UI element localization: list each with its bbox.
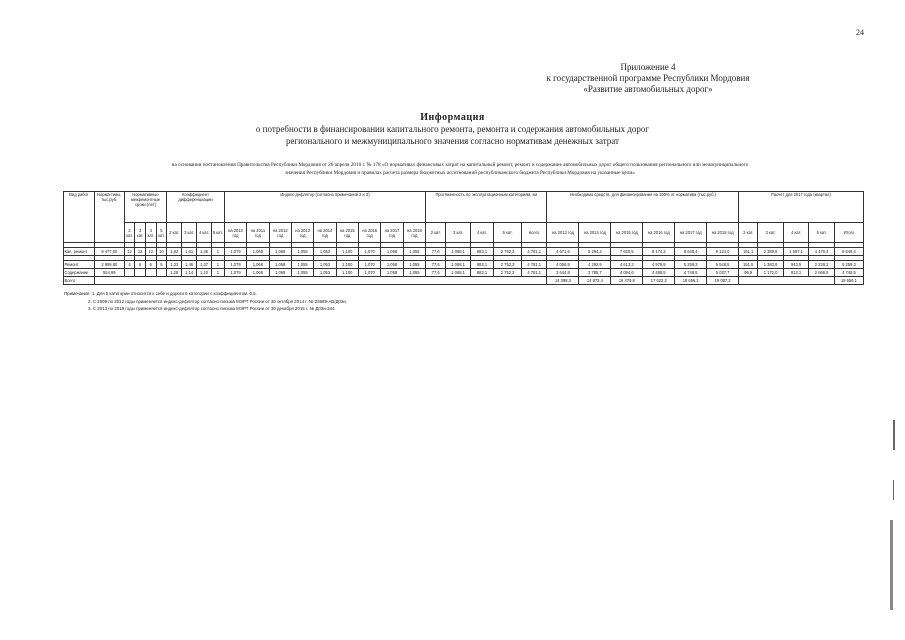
data-row (64, 248, 864, 256)
table-cell: 1 068,1 (446, 269, 470, 277)
table-cell: 1,068 (269, 269, 291, 277)
table-cell: 12 (124, 248, 135, 256)
table-cell: 77,6 (426, 248, 446, 256)
header-need: Необходимо средств, для финансирования на 100% от норматива (тыс.руб.) (547, 192, 739, 223)
data-row (64, 269, 864, 277)
subheader-cell: 5 кат. (156, 223, 167, 243)
table-cell: 1,37 (197, 261, 212, 269)
table-cell: 1 383,8 (758, 261, 784, 269)
page-number: 24 (856, 28, 864, 37)
subheader-cell: 2 кат. (167, 223, 182, 243)
table-cell: 883,1 (470, 261, 493, 269)
subheader-cell: на 2010 год (224, 223, 246, 243)
subheader-cell: 4 кат. (197, 223, 212, 243)
empty-cell (94, 277, 547, 285)
table-cell: 1,14 (182, 269, 197, 277)
table-cell: 1,61 (182, 248, 197, 256)
table-cell: 3 785,7 (579, 269, 611, 277)
table-cell: 151,1 (739, 248, 758, 256)
table-cell: 1,068 (269, 261, 291, 269)
table-cell: 2 752,3 (494, 248, 522, 256)
total-need-cell: 16 479,8 (611, 277, 643, 285)
table-cell (124, 269, 135, 277)
table-cell: 4 613,3 (611, 261, 643, 269)
table-cell: 1 (212, 248, 225, 256)
table-cell: 10 (156, 248, 167, 256)
table-cell: 4 781,1 (521, 248, 547, 256)
table-cell: 1,055 (403, 261, 425, 269)
header-work-type: Вид работ (64, 192, 95, 243)
table-cell: 6 (145, 261, 156, 269)
table-cell: 4 979,9 (643, 261, 675, 269)
header-norms: Норма-тивы, тыс.руб. (94, 192, 124, 243)
subheader-cell: 5 кат. (494, 223, 522, 243)
table-cell: 77,6 (426, 261, 446, 269)
note-2: 2. С 2009 по 2012 годы применяется индекс-дефлятор согласно письма МЭРТ России от 30 октября 2014 г. № 23689-АВ/Д03и. (88, 298, 347, 304)
table-cell: 4 058,9 (547, 261, 579, 269)
header-calc: Расчет для 2017 года (квартал) (739, 192, 864, 223)
table-cell: 5 259,3 (675, 261, 707, 269)
scan-edge-mark (893, 420, 895, 450)
financing-table (63, 191, 864, 285)
subheader-cell: на 2013 год (547, 223, 579, 243)
appendix-line-3: «Развитие автомобильных дорог» (583, 84, 713, 94)
appendix-line-1: Приложение 4 (620, 62, 676, 72)
table-cell: 2 752,3 (494, 269, 522, 277)
table-cell: 1,079 (224, 269, 246, 277)
subheader-cell: 3 кат. (182, 223, 197, 243)
table-cell: 1 068,1 (446, 261, 470, 269)
table-cell: 3 644,8 (547, 269, 579, 277)
document-title (0, 112, 905, 147)
table-cell: 96,9 (739, 269, 758, 277)
header-coefficient: Коэффициент дифференциации (167, 192, 225, 223)
table-cell: 1,055 (403, 269, 425, 277)
table-cell: 1 587,1 (783, 248, 809, 256)
subheader-cell: на 2012 год (269, 223, 291, 243)
table-cell: 1,055 (403, 248, 425, 256)
table-cell: 2 666,5 (809, 269, 835, 277)
subheader-cell: на 2016 год (358, 223, 380, 243)
row-label: Содержание (64, 269, 95, 277)
table-cell: 5 294,3 (579, 248, 611, 256)
table-cell: 1,068 (247, 269, 269, 277)
table-cell (135, 269, 146, 277)
table-cell: 1,068 (269, 248, 291, 256)
table-cell: 2 229,2 (809, 261, 835, 269)
table-cell: 4 470,4 (809, 248, 835, 256)
subheader-cell: 3 кат. (135, 223, 146, 243)
basis-line-1: на основании постановления Правительства Республики Мордовия от 26 апреля 2010 г. № 178 «О нормативах финансовых затрат на капитальный ремонт, ремонт и содержание автомобильных дорог общего пользования регионального или межмуниципального (171, 162, 749, 168)
subheader-cell: 5 кат. (809, 223, 835, 243)
table-cell: 4 781,1 (521, 269, 547, 277)
subheader-row (64, 223, 864, 243)
table-cell: 1,053 (314, 261, 336, 269)
table-cell: 12 (135, 248, 146, 256)
subheader-cell: 3 кат. (446, 223, 470, 243)
total-need-cell: 14 873,4 (579, 277, 611, 285)
subheader-cell: 5 кат. (212, 223, 225, 243)
subheader-cell: Итого (834, 223, 863, 243)
table-cell: 77,6 (426, 269, 446, 277)
table-cell: 1,058 (381, 248, 403, 256)
table-cell: 1,28 (167, 269, 182, 277)
header-row (64, 192, 864, 223)
subheader-cell: 2 кат. (426, 223, 446, 243)
table-cell: 8 648,4 (834, 248, 863, 256)
table-cell: 4 781,1 (521, 261, 547, 269)
subheader-cell: на 2013 год (291, 223, 313, 243)
table-cell: 1,058 (381, 261, 403, 269)
table-cell: 1 172,0 (758, 269, 784, 277)
table-cell: 883,1 (470, 269, 493, 277)
subheader-cell: на 2015 год (611, 223, 643, 243)
row-label: Ремонт (64, 261, 95, 269)
scan-edge-mark (890, 520, 893, 610)
table-cell: 1,053 (314, 248, 336, 256)
table-cell (156, 269, 167, 277)
table-cell: 9 124,0 (707, 248, 739, 256)
scan-edge-mark (893, 480, 894, 500)
total-need-cell: 14 398,3 (547, 277, 579, 285)
table-cell: 4 488,5 (643, 269, 675, 277)
data-row (64, 261, 864, 269)
table-cell: 1,079 (224, 261, 246, 269)
table-cell: 1,46 (197, 248, 212, 256)
table-cell: 1,068 (247, 261, 269, 269)
table-cell: 2 999,80 (94, 261, 124, 269)
title-line-1: о потребности в финансировании капитального ремонта, ремонта и содержания автомобильных дорог (255, 124, 650, 134)
table-cell: 1,053 (314, 269, 336, 277)
table-cell: 1,100 (336, 269, 358, 277)
table-cell: 554,99 (94, 269, 124, 277)
subheader-cell: 4 кат. (470, 223, 493, 243)
table-notes (64, 290, 347, 313)
table-cell: 1,058 (381, 269, 403, 277)
appendix-line-2: к государственной программе Республики Мордовия (546, 73, 750, 83)
total-need-cell: 18 656,1 (675, 277, 707, 285)
total-row (64, 277, 864, 285)
table-cell: 8 648,4 (675, 248, 707, 256)
subheader-cell: на 2018 год (403, 223, 425, 243)
header-intervals: Нормативные межремонтные сроки (лет) (124, 192, 167, 223)
table-cell: 12 (145, 248, 156, 256)
subheader-cell: 3 кат. (758, 223, 784, 243)
table-cell: 1 068,1 (446, 248, 470, 256)
subheader-cell: на 2015 год (336, 223, 358, 243)
table-cell: 1,055 (291, 248, 313, 256)
legal-basis (70, 161, 850, 177)
table-cell: 1,33 (167, 261, 182, 269)
total-need-cell: 17 622,2 (643, 277, 675, 285)
table-cell: 1,82 (167, 248, 182, 256)
header-deflator: Индекс-дефлятор (согласно примечаний 2 и 3) (224, 192, 425, 223)
table-cell: 7 620,5 (611, 248, 643, 256)
table-body (64, 192, 864, 285)
subheader-cell: на 2016 год (643, 223, 675, 243)
table-cell: 4 748,5 (834, 269, 863, 277)
table-cell: 1,079 (224, 248, 246, 256)
header-length: Протяженность по эксплуатационным категориям, км (426, 192, 547, 223)
table-cell: 1,100 (336, 261, 358, 269)
table-cell: 943,5 (783, 261, 809, 269)
table-cell: 1,070 (358, 269, 380, 277)
subheader-cell: 2 кат. (739, 223, 758, 243)
table-cell: 5 (156, 261, 167, 269)
table-cell: 1,055 (291, 269, 313, 277)
row-label: Кап. ремонт (64, 248, 95, 256)
table-cell (145, 269, 156, 277)
table-cell: 813,1 (783, 269, 809, 277)
table-cell: 1 (212, 261, 225, 269)
note-3: 3. С 2013 по 2018 годы применяется индекс-дефлятор согласно письма МЭРТ России от 30 декабря 2015 г. № Д03и-344. (88, 306, 336, 311)
table-cell: 1,055 (291, 261, 313, 269)
subheader-cell: на 2014 год (314, 223, 336, 243)
total-calc-cell: 18 656,1 (834, 277, 863, 285)
table-cell: 1,070 (358, 248, 380, 256)
table-cell: 8 174,3 (643, 248, 675, 256)
basis-line-2: значения Республики Мордовия и правилах расчета размера бюджетных ассигнований республиканского бюджета Республики Мордовия на указанные цели» (285, 170, 635, 176)
table-cell: 5 548,5 (707, 261, 739, 269)
title-line-2: регионального и межмуниципального значения согласно нормативам денежных затрат (286, 136, 619, 146)
table-cell: 9 477,00 (94, 248, 124, 256)
table-cell: 1,46 (182, 261, 197, 269)
subheader-cell: на 2011 год (247, 223, 269, 243)
title-heading: Информация (420, 112, 485, 123)
table-cell: 883,1 (470, 248, 493, 256)
subheader-cell: всего (521, 223, 547, 243)
table-cell: 5 259,3 (834, 261, 863, 269)
table-cell: 4 094,6 (611, 269, 643, 277)
table-cell: 5 037,7 (707, 269, 739, 277)
table-cell: 1,100 (336, 248, 358, 256)
subheader-cell: на 2018 год (707, 223, 739, 243)
total-label: Всего (64, 277, 95, 285)
appendix-header (468, 62, 828, 95)
total-need-cell: 19 087,2 (707, 277, 739, 285)
table-cell: 2 752,3 (494, 261, 522, 269)
table-cell: 2 389,8 (758, 248, 784, 256)
subheader-cell: на 2017 год (381, 223, 403, 243)
table-cell: 1,10 (197, 269, 212, 277)
subheader-cell: 2 кат. (124, 223, 135, 243)
subheader-cell: 4 кат. (783, 223, 809, 243)
subheader-cell: на 2017 год (675, 223, 707, 243)
table-cell: 4 671,6 (547, 248, 579, 256)
table-cell: 1 (212, 269, 225, 277)
table-cell: 6 (135, 261, 146, 269)
table-cell: 4 (124, 261, 135, 269)
subheader-cell: 4 кат. (145, 223, 156, 243)
table-cell: 4 292,9 (579, 261, 611, 269)
subheader-cell: на 2014 год (579, 223, 611, 243)
table-cell: 151,5 (739, 261, 758, 269)
note-1: Примечание: 1. Для 5 категории относится к себе и дороги 6 категории с коэффициентом. 0,5. (64, 291, 257, 296)
table-cell: 4 748,5 (675, 269, 707, 277)
table-cell: 1,070 (358, 261, 380, 269)
table-cell: 1,068 (247, 248, 269, 256)
empty-cell (739, 277, 835, 285)
